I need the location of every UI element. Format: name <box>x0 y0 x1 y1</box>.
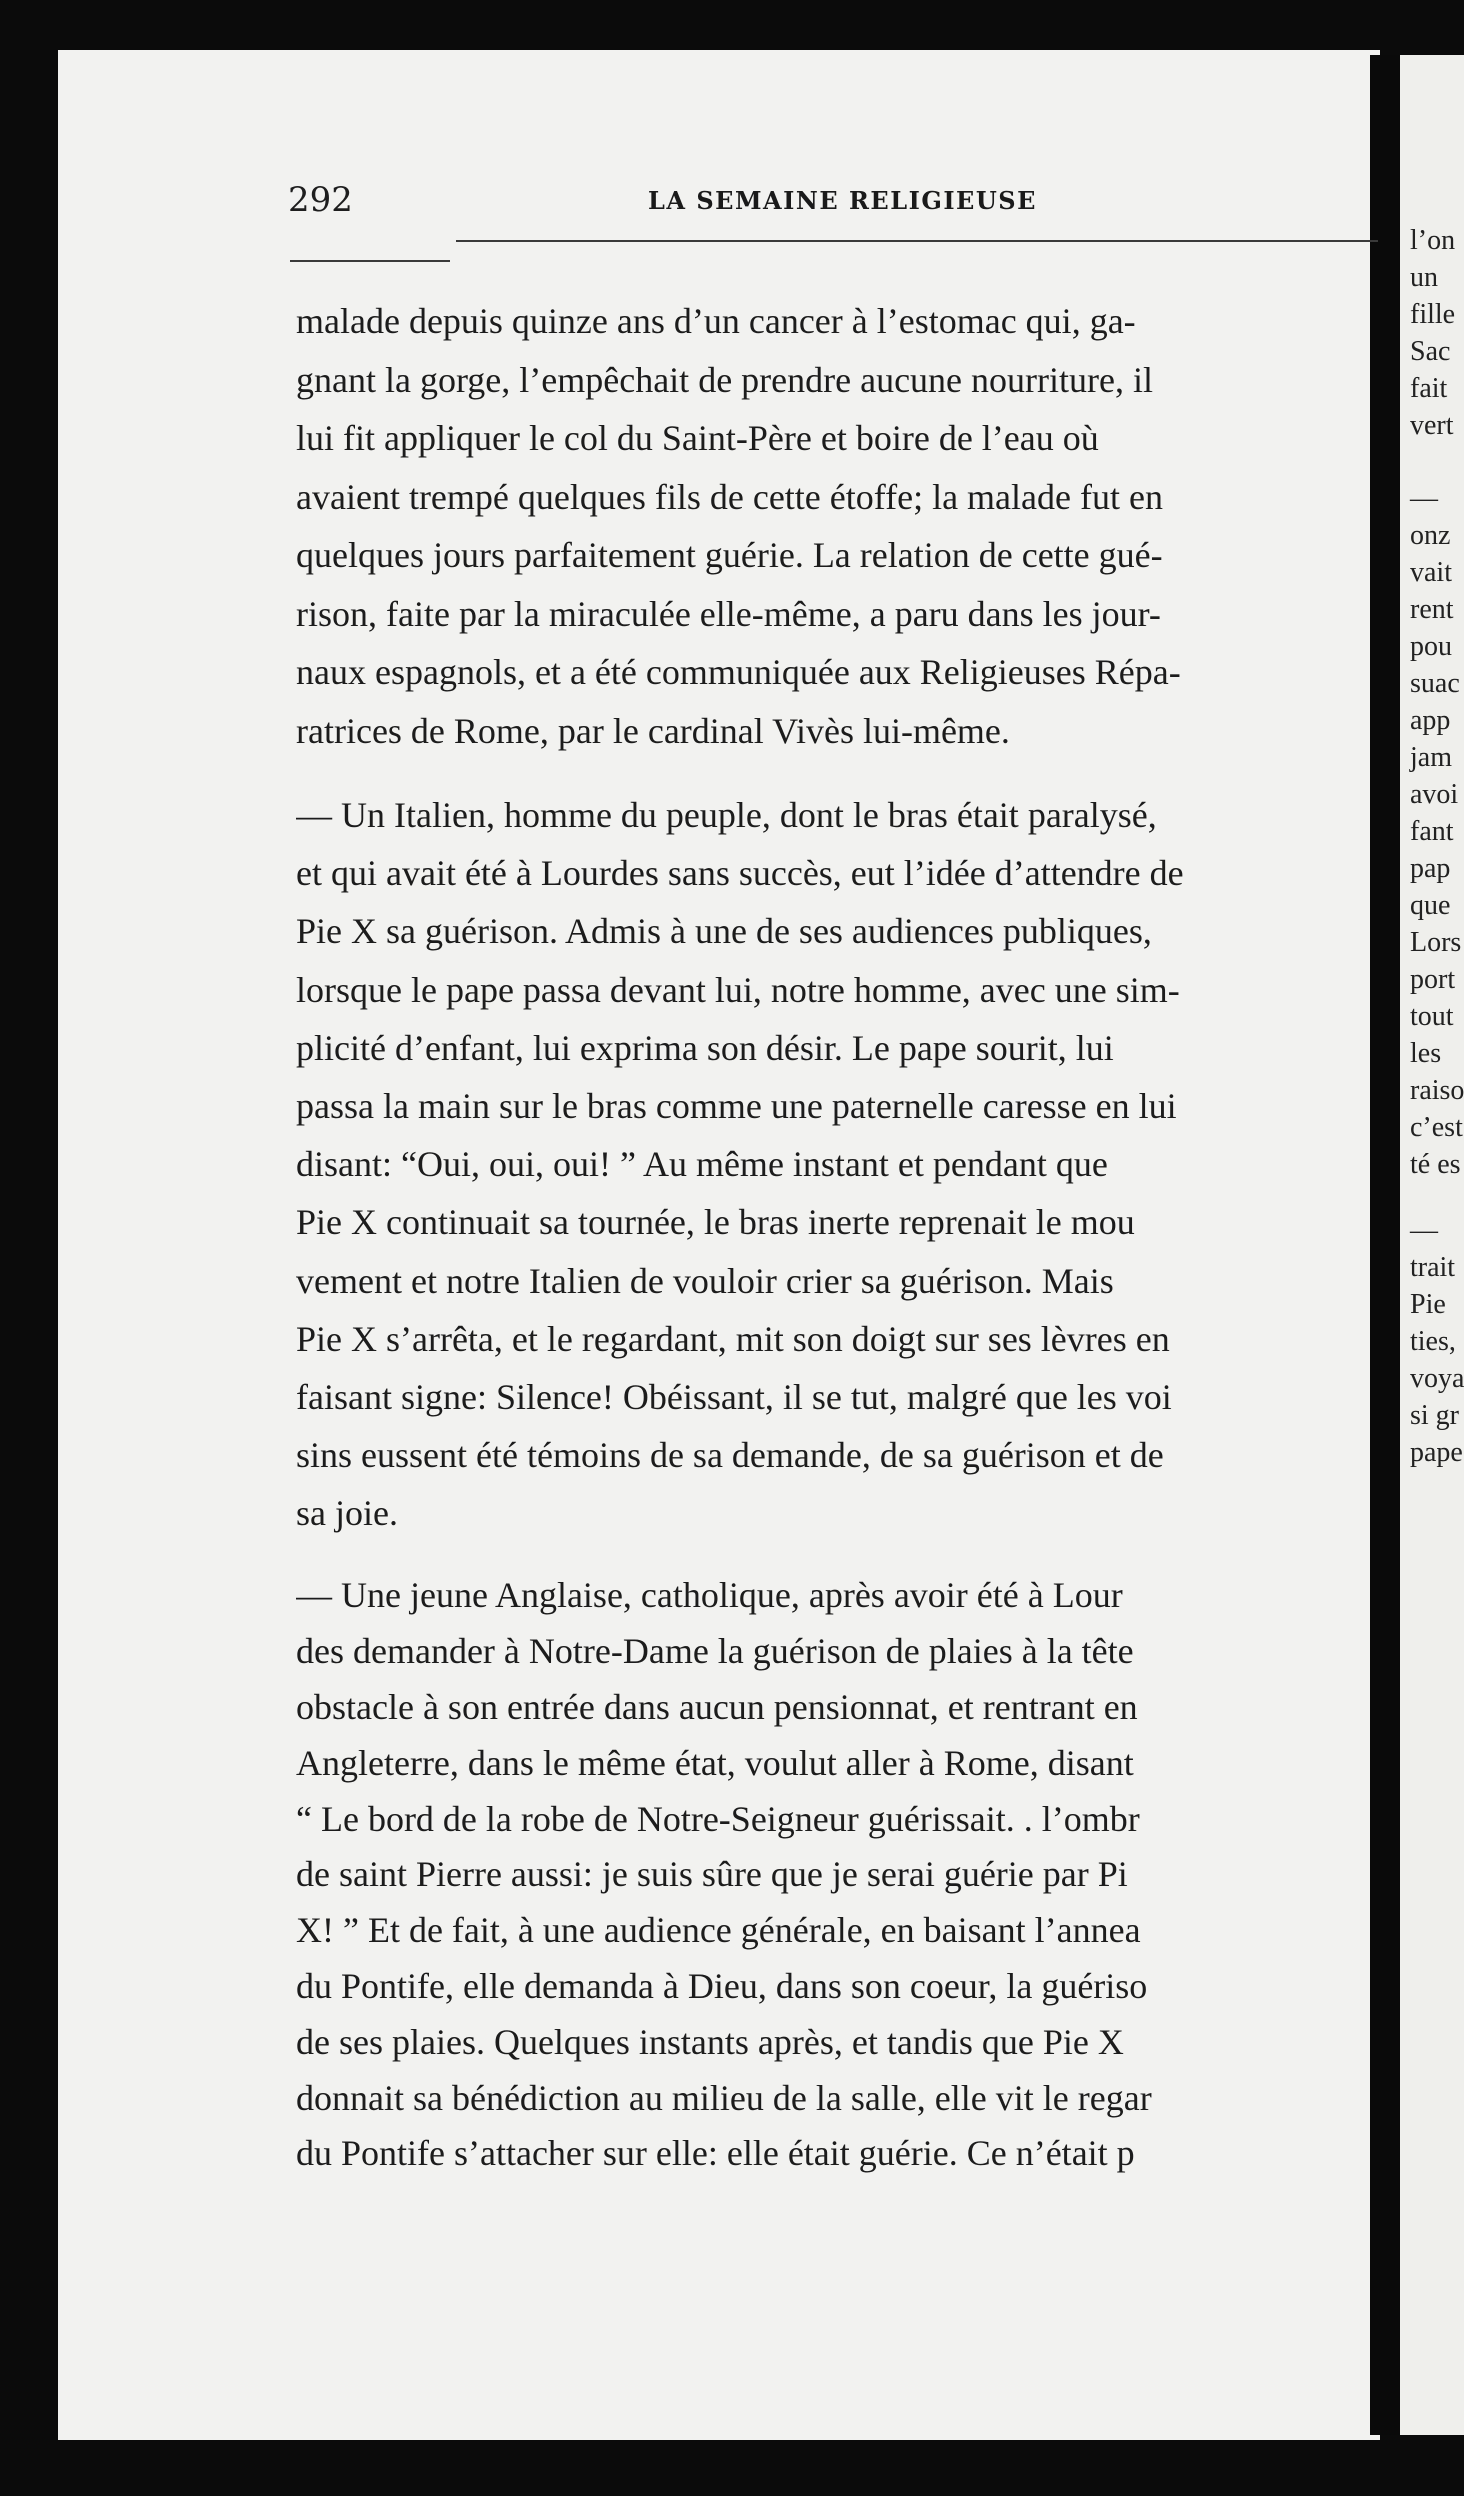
text-line: vement et notre Italien de vouloir crier sa guérison. Mais <box>296 1260 1114 1301</box>
facing-page-fragment: voya <box>1410 1363 1464 1394</box>
facing-page-fragment: Pie <box>1410 1289 1446 1320</box>
facing-page-fragment: raiso <box>1410 1075 1464 1106</box>
text-line: Pie X s’arrêta, et le regardant, mit son doigt sur ses lèvres en <box>296 1318 1170 1359</box>
text-line: des demander à Notre-Dame la guérison de plaies à la tête <box>296 1631 1134 1672</box>
text-line: rison, faite par la miraculée elle-même, a paru dans les jour- <box>296 593 1161 634</box>
text-line: disant: “Oui, oui, oui! ” Au même instant et pendant que <box>296 1144 1108 1185</box>
facing-page-fragment: pape <box>1410 1437 1463 1468</box>
facing-page-fragment: rent <box>1410 594 1454 625</box>
text-line: avaient trempé quelques fils de cette étoffe; la malade fut en <box>296 476 1163 517</box>
page-number: 292 <box>288 180 353 220</box>
facing-page-fragment: port <box>1410 964 1456 995</box>
text-line: malade depuis quinze ans d’un cancer à l’estomac qui, ga- <box>296 301 1136 341</box>
facing-page-fragment: Sac <box>1410 336 1451 367</box>
text-line: Pie X sa guérison. Admis à une de ses audiences publiques, <box>296 911 1152 952</box>
text-line: sins eussent été témoins de sa demande, de sa guérison et de <box>296 1435 1164 1476</box>
facing-page-fragment: ties, <box>1410 1326 1456 1357</box>
text-line: naux espagnols, et a été communiquée aux Religieuses Répa- <box>296 652 1181 692</box>
facing-page-fragment: jam <box>1410 742 1452 773</box>
facing-page-fragment: app <box>1410 705 1451 736</box>
text-line: de ses plaies. Quelques instants après, et tandis que Pie X <box>296 2021 1124 2062</box>
facing-page-fragment: avoi <box>1410 779 1459 810</box>
text-line: et qui avait été à Lourdes sans succès, eut l’idée d’attendre de <box>296 853 1184 894</box>
text-line: “ Le bord de la robe de Notre-Seigneur guérissait. . l’ombr <box>296 1798 1140 1839</box>
facing-page-fragment: vert <box>1410 410 1454 441</box>
facing-page-fragment: trait <box>1410 1252 1456 1283</box>
facing-page-fragment: pou <box>1410 631 1452 662</box>
facing-page-fragment: fant <box>1410 816 1454 847</box>
facing-page-fragment: l’on <box>1410 225 1456 256</box>
facing-page-fragment: fait <box>1410 373 1448 404</box>
paragraph-1 <box>296 292 1378 760</box>
text-line: passa la main sur le bras comme une paternelle caresse en lui <box>296 1085 1177 1126</box>
facing-page-fragment: pap <box>1410 853 1451 884</box>
text-line: lui fit appliquer le col du Saint-Père et boire de l’eau où <box>296 418 1099 458</box>
facing-page-fragment: onz <box>1410 520 1451 551</box>
facing-page-fragment: — <box>1410 483 1438 514</box>
facing-page-fragment: les <box>1410 1038 1442 1069</box>
page-body <box>296 292 1378 2208</box>
text-line: lorsque le pape passa devant lui, notre homme, avec une sim- <box>296 969 1180 1010</box>
page-header <box>288 180 1378 230</box>
text-line: Angleterre, dans le même état, voulut aller à Rome, disant <box>296 1742 1134 1783</box>
facing-page-fragment: c’est <box>1410 1112 1463 1143</box>
facing-page-fragment: — <box>1410 1215 1438 1246</box>
paragraph-2 <box>296 786 1378 1542</box>
facing-page-fragment: si gr <box>1410 1400 1459 1431</box>
text-line: Pie X continuait sa tournée, le bras inerte reprenait le mou <box>296 1202 1135 1243</box>
text-line: — Une jeune Anglaise, catholique, après avoir été à Lour <box>296 1575 1123 1616</box>
facing-page-fragment: un <box>1410 262 1438 293</box>
text-line: gnant la gorge, l’empêchait de prendre aucune nourriture, il <box>296 359 1153 400</box>
text-line: sa joie. <box>296 1493 398 1534</box>
text-line: obstacle à son entrée dans aucun pensionnat, et rentrant en <box>296 1687 1138 1728</box>
paragraph-3 <box>296 1568 1378 2182</box>
text-line: plicité d’enfant, lui exprima son désir. Le pape sourit, lui <box>296 1027 1114 1068</box>
text-line: X! ” Et de fait, à une audience générale, en baisant l’annea <box>296 1910 1141 1951</box>
text-line: quelques jours parfaitement guérie. La relation de cette gué- <box>296 535 1163 575</box>
facing-page-fragment: fille <box>1410 299 1456 330</box>
text-line: du Pontife s’attacher sur elle: elle était guérie. Ce n’était p <box>296 2133 1135 2174</box>
facing-page-fragment: vait <box>1410 557 1452 588</box>
facing-page-fragment: suac <box>1410 668 1460 699</box>
facing-page-edge <box>1400 55 1464 2435</box>
text-line: faisant signe: Silence! Obéissant, il se tut, malgré que les voi <box>296 1376 1172 1417</box>
facing-page-fragment: tout <box>1410 1001 1454 1032</box>
facing-page-fragment: té es <box>1410 1149 1461 1180</box>
text-line: donnait sa bénédiction au milieu de la salle, elle vit le regar <box>296 2077 1152 2118</box>
running-title: LA SEMAINE RELIGIEUSE <box>648 186 1037 215</box>
header-rule-left <box>290 260 450 262</box>
text-line: — Un Italien, homme du peuple, dont le bras était paralysé, <box>296 795 1157 835</box>
text-line: du Pontife, elle demanda à Dieu, dans son coeur, la guériso <box>296 1966 1148 2007</box>
facing-page-fragment: Lors <box>1410 927 1462 958</box>
text-line: de saint Pierre aussi: je suis sûre que je serai guérie par Pi <box>296 1854 1128 1895</box>
header-rule-right <box>456 240 1378 242</box>
text-line: ratrices de Rome, par le cardinal Vivès lui-même. <box>296 710 1010 751</box>
facing-page-fragment: que <box>1410 890 1451 921</box>
